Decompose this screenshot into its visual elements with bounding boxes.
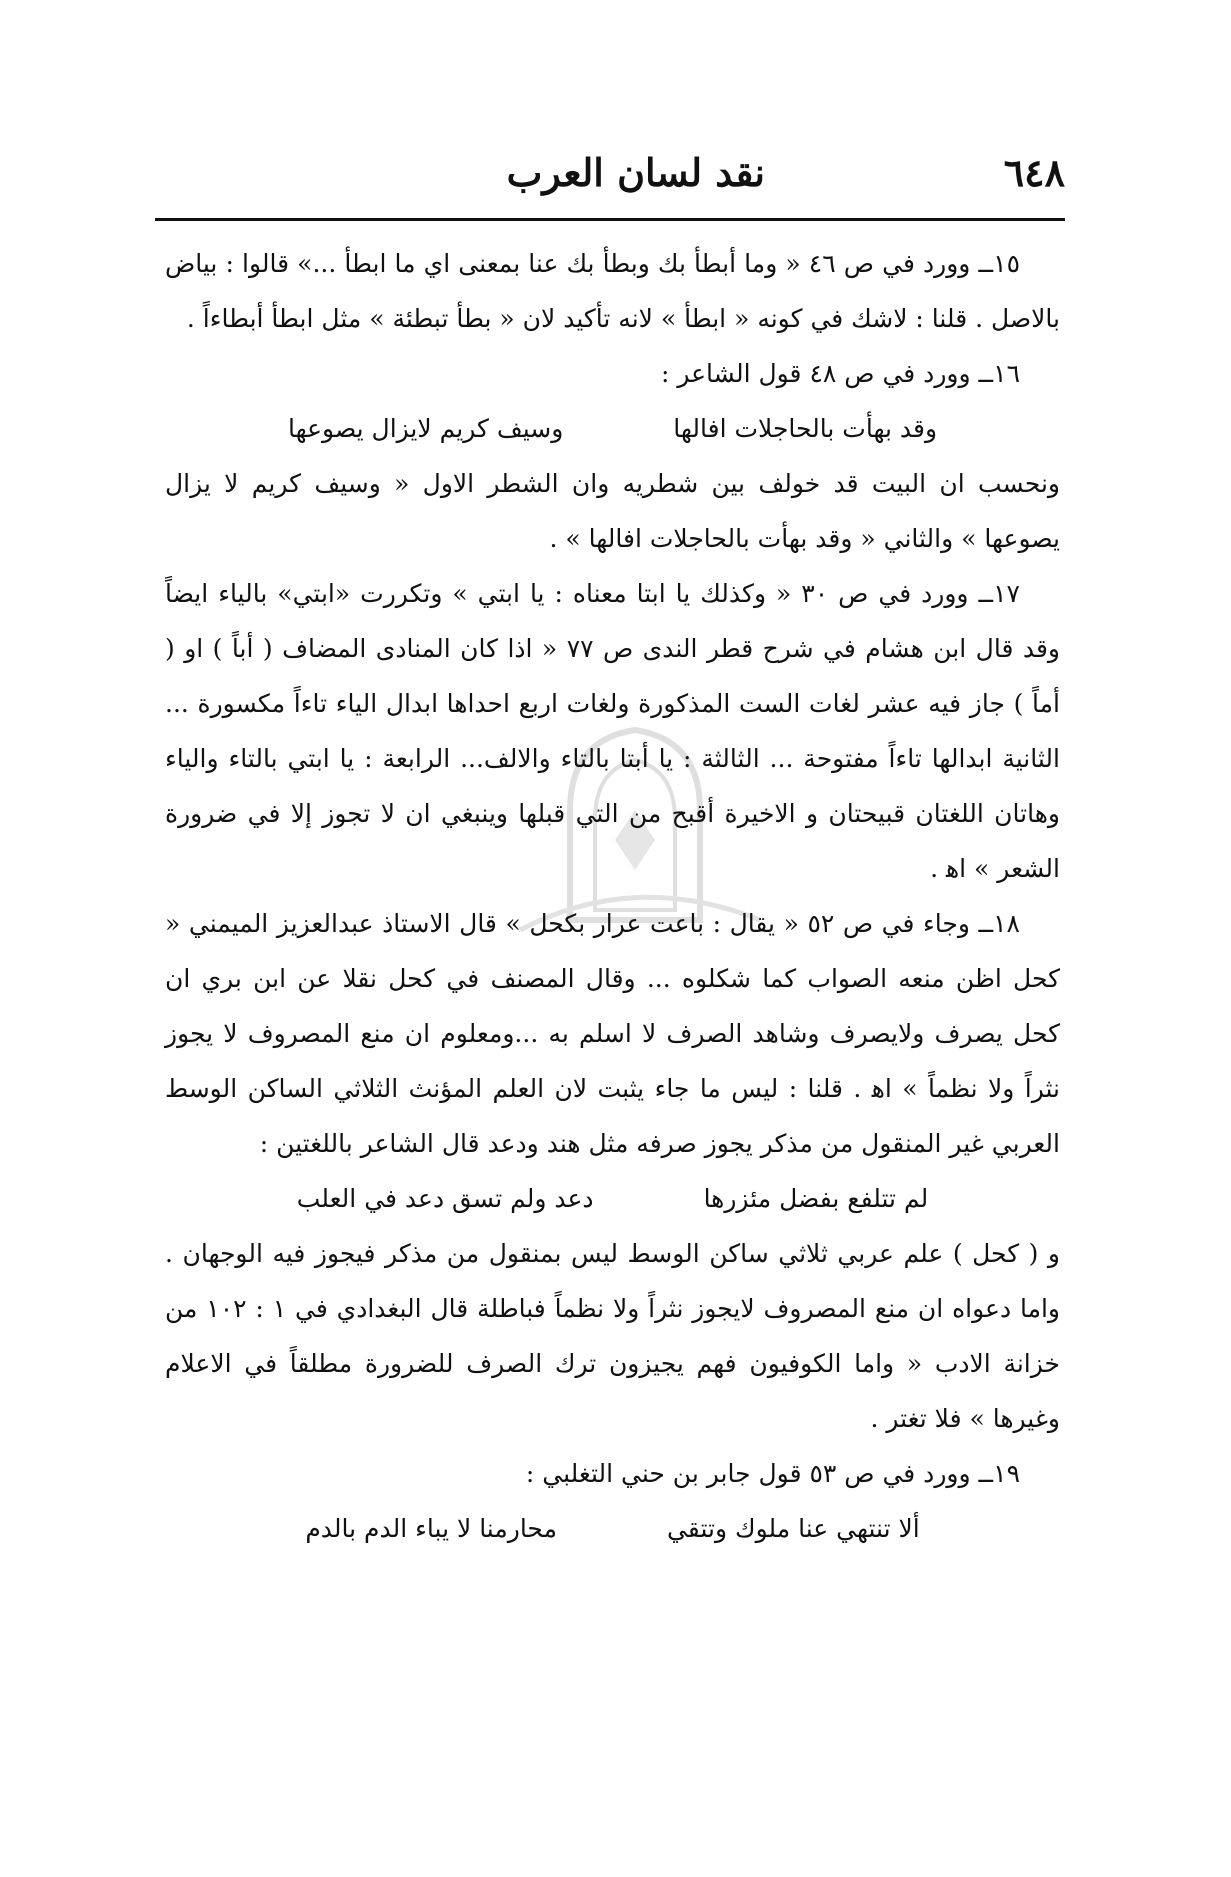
poem-verse — [165, 1501, 1060, 1556]
verse-second-hemistich: محارمنا لا يباء الدم بالدم — [305, 1514, 557, 1543]
header-rule — [155, 218, 1065, 221]
paragraph: ونحسب ان البيت قد خولف بين شطريه وان الشطر الاول « وسيف كريم لا يزال يصوعها » والثاني « وقد بهأت بالحاجلات افالها » . — [165, 469, 1060, 553]
verse-first-hemistich: ألا تنتهي عنا ملوك وتتقي — [666, 1514, 920, 1543]
verse-second-hemistich: وسيف كريم لايزال يصوعها — [287, 414, 564, 443]
poem-verse — [165, 401, 1060, 456]
verse-second-hemistich: دعد ولم تسق دعد في العلب — [296, 1184, 594, 1213]
paragraph: ١٦ــ وورد في ص ٤٨ قول الشاعر : — [660, 359, 1020, 388]
page-header — [155, 140, 1065, 218]
paragraph: ١٧ــ وورد في ص ٣٠ « وكذلك يا ابتا معناه : يا ابتي » وتكررت «ابتي» بالياء ايضاً وقد قال ابن هشام في شرح قطر الندى ص ٧٧ « اذا كان المنادى المضاف ( أباً ) او ( أماً ) جاز فيه عشر لغات الست المذكورة ولغات اربع احداها ابدال الياء تاءاً مكسورة ... الثانية ابدالها تاءاً مفتوحة ... الثالثة : يا أبتا بالتاء والالف... الرابعة : يا ابتي بالتاء والياء وهاتان اللغتان قبيحتان و الاخيرة أقبح من التي قبلها وينبغي ان لا تجوز إلا في ضرورة الشعر » اﻫ . — [165, 579, 1060, 883]
paragraph: ١٥ــ وورد في ص ٤٦ « وما أبطأ بك وبطأ بك عنا بمعنى اي ما ابطأ ...» قالوا : بياض بالاصل . قلنا : لاشك في كونه « ابطأ » لانه تأكيد لان « بطأ تبطئة » مثل ابطأ أبطاءاً . — [165, 249, 1060, 333]
paragraph: ١٨ــ وجاء في ص ٥٢ « يقال : باعت عرار بكحل » قال الاستاذ عبدالعزيز الميمني « كحل اظن منعه الصواب كما شكلوه ... وقال المصنف في كحل نقلا عن ابن بري ان كحل يصرف ولايصرف وشاهد الصرف لا اسلم به ...ومعلوم ان منع المصروف لا يجوز نثراً ولا نظماً » اﻫ . قلنا : ليس ما جاء يثبت لان العلم المؤنث الثلاثي الساكن الوسط العربي غير المنقول من مذكر يجوز صرفه مثل هند ودعد قال الشاعر باللغتين : — [165, 909, 1060, 1158]
running-title: نقد لسان العرب — [506, 150, 765, 195]
verse-first-hemistich: لم تتلفع بفضل مئزرها — [703, 1184, 929, 1213]
poem-verse — [165, 1171, 1060, 1226]
verse-first-hemistich: وقد بهأت بالحاجلات افالها — [673, 414, 938, 443]
paragraph: ١٩ــ وورد في ص ٥٣ قول جابر بن حني التغلبي : — [525, 1459, 1020, 1488]
body-text — [165, 236, 1060, 1556]
page-number: ٦٤٨ — [1003, 150, 1065, 195]
paragraph: و ( كحل ) علم عربي ثلاثي ساكن الوسط ليس بمنقول من مذكر فيجوز فيه الوجهان . واما دعواه ان منع المصروف لايجوز نثراً ولا نظماً فباطلة قال البغدادي في ١ : ١٠٢ من خزانة الادب « واما الكوفيون فهم يجيزون ترك الصرف للضرورة مطلقاً في الاعلام وغيرها » فلا تغتر . — [165, 1239, 1060, 1433]
